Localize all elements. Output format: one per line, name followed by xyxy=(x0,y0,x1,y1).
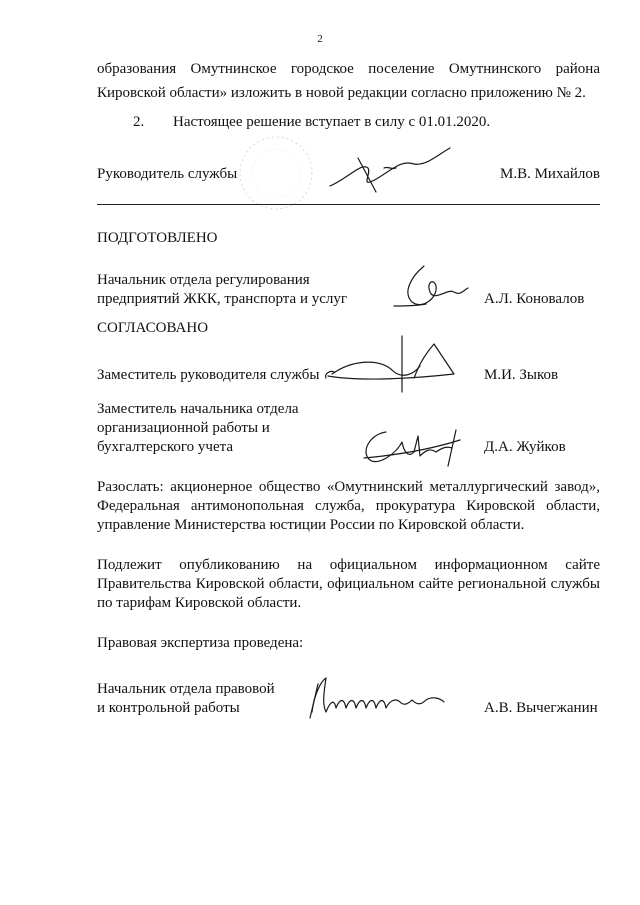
prepared-heading: ПОДГОТОВЛЕНО xyxy=(97,230,218,246)
deputy-head-title: Заместитель руководителя службы xyxy=(97,367,320,383)
divider-line xyxy=(97,204,600,205)
publication-line-1: Подлежит опубликованию на официальном информационном сайте xyxy=(97,557,600,573)
head-name: М.В. Михайлов xyxy=(499,166,600,182)
distribution-line-3: управление Министерства юстиции России по Кировской области. xyxy=(97,517,525,533)
prepared-title-line-2: предприятий ЖКК, транспорта и услуг xyxy=(97,291,348,307)
legal-title-line-1: Начальник отдела правовой xyxy=(97,681,275,697)
intro-line-2: Кировской области» изложить в новой редакции согласно приложению № 2. xyxy=(97,85,586,101)
deputy-dept-title-line-1: Заместитель начальника отдела xyxy=(97,401,299,417)
head-signature xyxy=(318,138,458,198)
agreed-heading: СОГЛАСОВАНО xyxy=(97,320,209,336)
publication-line-3: по тарифам Кировской области. xyxy=(97,595,302,611)
prepared-signature xyxy=(390,262,470,312)
deputy-dept-signature xyxy=(356,422,466,472)
item-2-number: 2. xyxy=(133,114,145,130)
prepared-title-line-1: Начальник отдела регулирования xyxy=(97,272,310,288)
legal-name: А.В. Вычегжанин xyxy=(484,700,598,716)
legal-review-text: Правовая экспертиза проведена: xyxy=(97,635,304,651)
head-title: Руководитель службы xyxy=(97,166,238,182)
page-number: 2 xyxy=(317,33,323,45)
legal-signature xyxy=(304,672,464,722)
deputy-head-signature xyxy=(322,334,462,394)
deputy-dept-title-line-3: бухгалтерского учета xyxy=(97,439,234,455)
intro-line-1: образования Омутнинское городское поселение Омутнинского района xyxy=(97,61,600,77)
legal-title-line-2: и контрольной работы xyxy=(97,700,240,716)
deputy-dept-title-line-2: организационной работы и xyxy=(97,420,270,436)
publication-line-2: Правительства Кировской области, официальном сайте региональной службы xyxy=(97,576,600,592)
deputy-head-name: М.И. Зыков xyxy=(484,367,559,383)
deputy-dept-name: Д.А. Жуйков xyxy=(484,439,566,455)
distribution-line-2: Федеральная антимонопольная служба, прокуратура Кировской области, xyxy=(97,498,600,514)
distribution-line-1: Разослать: акционерное общество «Омутнинский металлургический завод», xyxy=(97,479,600,495)
prepared-name: А.Л. Коновалов xyxy=(484,291,585,307)
item-2-text: Настоящее решение вступает в силу с 01.01.2020. xyxy=(173,114,491,130)
